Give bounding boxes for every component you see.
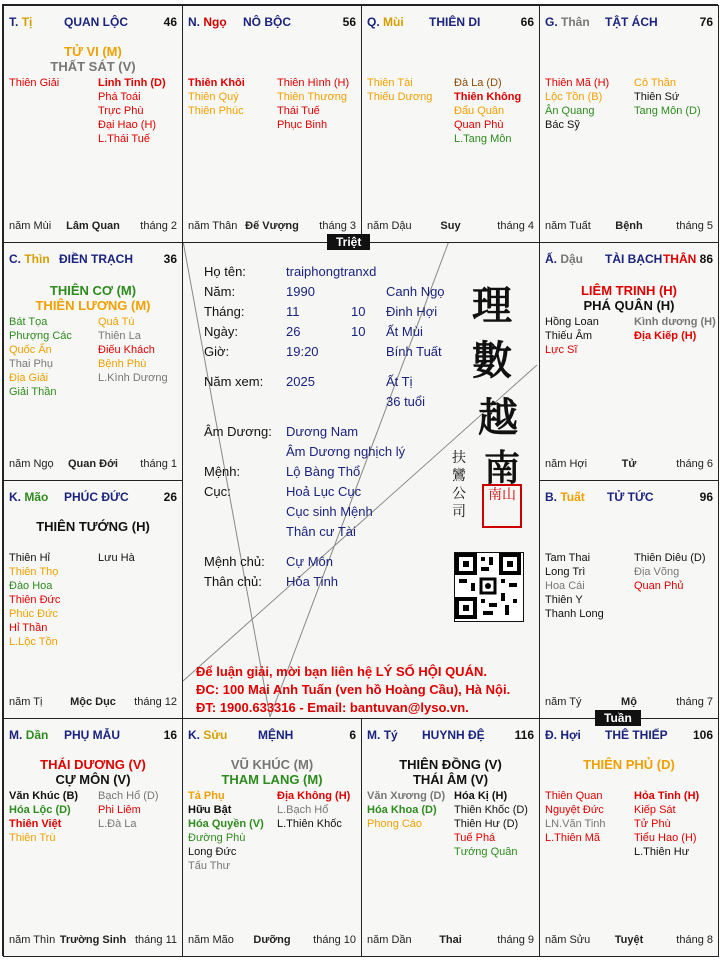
seal-char: 理: [472, 282, 512, 329]
palace-quan-loc[interactable]: T. Tị QUAN LỘC 46 TỬ VI (M) THẤT SÁT (V) Thiên Giải Linh Tinh (D) Phá Toái Trực Phù Đại Hao (H) L.Thái Tuế năm Mùi Lâm Quan tháng 2: [3, 5, 183, 243]
qr-code-icon: [455, 553, 521, 619]
main-star: THÁI ÂM (V): [412, 772, 489, 787]
palace-phu-mau[interactable]: M. Dần PHỤ MẪU 16 THÁI DƯƠNG (V) CỰ MÔN (V) Văn Khúc (B) Hóa Lộc (D) Thiên Việt Thiên Trù Bạch Hổ (D) Phi Liêm L.Đà La năm Thìn Trường Sinh tháng 11: [3, 718, 183, 957]
stars-left: Văn Khúc (B) Hóa Lộc (D) Thiên Việt Thiên Trù: [9, 790, 79, 844]
center-info: Họ tên: traiphongtranxd Năm: 1990 Canh Ngọ Tháng: 11 10 Đinh Hợi Ngày: 26 10 Ất Mùi Giờ: 19:20 Bính Tuất Năm xem: 2025 Ất Tị 36 tuổi Âm Dương: Dương Nam Âm Dương nghịch lý Mệnh: Lộ Bàng Thổ Cục: Hoả Lục Cục Cục sinh Mệnh Thân cư Tài Mệnh chủ: Cự Môn Thân chủ: Hỏa Tinh 理 數 越 南 扶鸞公司 南山 Để luận giải, mời bạn liên hệ LÝ SỐ HỘI QUÁN. ĐC: 100 Mai Anh Tuấn (ven hồ Hoàng Cầu), Hà Nội. ĐT: 1900.633316 - Email: bantuvan@lyso.vn.: [184, 244, 540, 720]
main-star: PHÁ QUÂN (H): [583, 298, 675, 313]
stars-left: Thiên Quan Nguyệt Đức LN.Văn Tinh L.Thiên Mã: [545, 790, 606, 844]
palace-thien-di[interactable]: Q. Mùi THIÊN DI 66 Thiên Tài Thiếu Dương Đà La (D) Thiên Không Đẩu Quân Quan Phù L.Tang Môn năm Dậu Suy tháng 4: [361, 5, 540, 243]
stars-left: Hồng Loan Thiếu Âm Lực Sĩ: [545, 316, 599, 356]
stars-right: Thiên Hình (H) Thiên Thương Thái Tuế Phục Binh: [277, 77, 350, 131]
stars-right: Đà La (D) Thiên Không Đẩu Quân Quan Phù L.Tang Môn: [454, 77, 522, 145]
triet-tag: Triệt: [327, 234, 370, 250]
main-star: TỬ VI (M): [64, 44, 122, 59]
red-stamp: 南山: [482, 484, 522, 528]
palace-tai-bach[interactable]: Ấ. Dậu TÀI BẠCH THÂN 86 LIÊM TRINH (H) PHÁ QUÂN (H) Hồng Loan Thiếu Âm Lực Sĩ Kình dương (H) Địa Kiếp (H) năm Hợi Tử tháng 6: [539, 242, 719, 481]
stars-left: Thiên Mã (H) Lộc Tồn (B) Ân Quang Bác Sỹ: [545, 77, 610, 131]
stars-left: Thiên Hỉ Thiên Thọ Đào Hoa Thiên Đức Phúc Đức Hỉ Thần L.Lộc Tồn: [9, 552, 61, 648]
main-star: THAM LANG (M): [221, 772, 323, 787]
palace-huynh-de[interactable]: M. Tý HUYNH ĐỆ 116 THIÊN ĐỒNG (V) THÁI ÂM (V) Văn Xương (D) Hóa Khoa (D) Phong Cáo Hóa Kị (H) Thiên Khốc (D) Thiên Hư (D) Tuế Phá Tướng Quân năm Dần Thai tháng 9: [361, 718, 540, 957]
stars-right: Cô Thần Thiên Sứ Tang Môn (D): [634, 77, 701, 117]
contact-address: ĐC: 100 Mai Anh Tuấn (ven hồ Hoàng Cầu), Hà Nội.: [196, 682, 511, 697]
palace-phuc-duc[interactable]: K. Mão PHÚC ĐỨC 26 THIÊN TƯỚNG (H) Thiên Hỉ Thiên Thọ Đào Hoa Thiên Đức Phúc Đức Hỉ Thần L.Lộc Tồn Lưu Hà năm Tị Mộc Dục tháng 12: [3, 480, 183, 719]
main-star: THẤT SÁT (V): [50, 59, 136, 74]
palace-menh[interactable]: K. Sửu MỆNH 6 VŨ KHÚC (M) THAM LANG (M) Tả Phụ Hữu Bật Hóa Quyền (V) Đường Phù Long Đức Tấu Thư Địa Không (H) L.Bạch Hổ L.Thiên Khốc năm Mão Dưỡng tháng 10: [182, 718, 362, 957]
stars-left: Tam Thai Long Trì Hoa Cái Thiên Y Thanh Long: [545, 552, 604, 620]
main-star: CỰ MÔN (V): [55, 772, 131, 787]
palace-tu-tuc[interactable]: B. Tuất TỬ TỨC 96 Tam Thai Long Trì Hoa Cái Thiên Y Thanh Long Thiên Diêu (D) Địa Võng Quan Phủ năm Tý Mộ tháng 7: [539, 480, 719, 719]
qr-code[interactable]: [454, 552, 524, 622]
main-star: LIÊM TRINH (H): [580, 283, 678, 298]
stars-left: Văn Xương (D) Hóa Khoa (D) Phong Cáo: [367, 790, 446, 830]
stars-left: Thiên Tài Thiếu Dương: [367, 77, 433, 103]
horoscope-chart: [2, 4, 718, 956]
name-value: traiphongtranxd: [286, 264, 377, 279]
main-star: THIÊN PHỦ (D): [583, 757, 675, 772]
contact-line: Để luận giải, mời bạn liên hệ LÝ SỐ HỘI QUÁN.: [196, 664, 487, 679]
palace-the-thiep[interactable]: Đ. Hợi THÊ THIẾP 106 THIÊN PHỦ (D) Thiên Quan Nguyệt Đức LN.Văn Tinh L.Thiên Mã Hỏa Tinh (H) Kiếp Sát Tử Phù Tiểu Hao (H) L.Thiên Hư năm Sửu Tuyệt tháng 8: [539, 718, 719, 957]
stars-right: Địa Không (H) L.Bạch Hổ L.Thiên Khốc: [277, 790, 351, 830]
seal-char: 越: [478, 394, 518, 441]
stars-right: Hỏa Tinh (H) Kiếp Sát Tử Phù Tiểu Hao (H) L.Thiên Hư: [634, 790, 700, 858]
seal-small-text: 扶鸞公司: [452, 450, 466, 520]
main-star: THÁI DƯƠNG (V): [40, 757, 146, 772]
stars-right: Thiên Diêu (D) Địa Võng Quan Phủ: [634, 552, 706, 592]
cell-footer: năm Mùi Lâm Quan tháng 2: [9, 220, 177, 232]
stars-left: Tả Phụ Hữu Bật Hóa Quyền (V) Đường Phù Long Đức Tấu Thư: [188, 790, 264, 872]
stars-right: Quả Tú Thiên La Điếu Khách Bệnh Phù L.Kình Dương: [98, 316, 168, 384]
main-star: THIÊN TƯỚNG (H): [36, 519, 150, 534]
palace-no-boc[interactable]: N. Ngọ NÔ BỘC 56 Thiên Khôi Thiên Quý Thiên Phúc Thiên Hình (H) Thiên Thương Thái Tuế Phục Binh năm Thân Đế Vượng tháng 3: [182, 5, 362, 243]
main-star: THIÊN CƠ (M): [49, 283, 137, 298]
main-star: VŨ KHÚC (M): [230, 757, 314, 772]
stars-left: Bát Tọa Phượng Các Quốc Ấn Thai Phụ Địa Giải Giải Thần: [9, 316, 72, 398]
stars-right: Hóa Kị (H) Thiên Khốc (D) Thiên Hư (D) Tuế Phá Tướng Quân: [454, 790, 528, 858]
contact-phone-email[interactable]: ĐT: 1900.633316 - Email: bantuvan@lyso.vn.: [196, 700, 469, 715]
main-star: THIÊN ĐỒNG (V): [399, 757, 502, 772]
palace-dien-trach[interactable]: C. Thìn ĐIỀN TRẠCH 36 THIÊN CƠ (M) THIÊN LƯƠNG (M) Bát Tọa Phượng Các Quốc Ấn Thai Phụ Địa Giải Giải Thần Quả Tú Thiên La Điếu Khách Bệnh Phù L.Kình Dương năm Ngọ Quan Đới tháng 1: [3, 242, 183, 481]
stars-right: Lưu Hà: [98, 552, 135, 564]
palace-tat-ach[interactable]: G. Thân TẬT ÁCH 76 Thiên Mã (H) Lộc Tồn (B) Ân Quang Bác Sỹ Cô Thần Thiên Sứ Tang Môn (D) năm Tuất Bệnh tháng 5: [539, 5, 719, 243]
stars-left: Thiên Giải: [9, 77, 60, 89]
tuan-tag: Tuần: [595, 710, 641, 726]
main-star: THIÊN LƯƠNG (M): [35, 298, 151, 313]
stars-right: Linh Tinh (D) Phá Toái Trực Phù Đại Hao (H) L.Thái Tuế: [98, 77, 166, 145]
seal-char: 數: [472, 337, 512, 384]
stars-left: Thiên Khôi Thiên Quý Thiên Phúc: [188, 77, 245, 117]
seal-char: 南: [484, 447, 521, 489]
stars-right: Bạch Hổ (D) Phi Liêm L.Đà La: [98, 790, 159, 830]
stars-right: Kình dương (H) Địa Kiếp (H): [634, 316, 716, 342]
